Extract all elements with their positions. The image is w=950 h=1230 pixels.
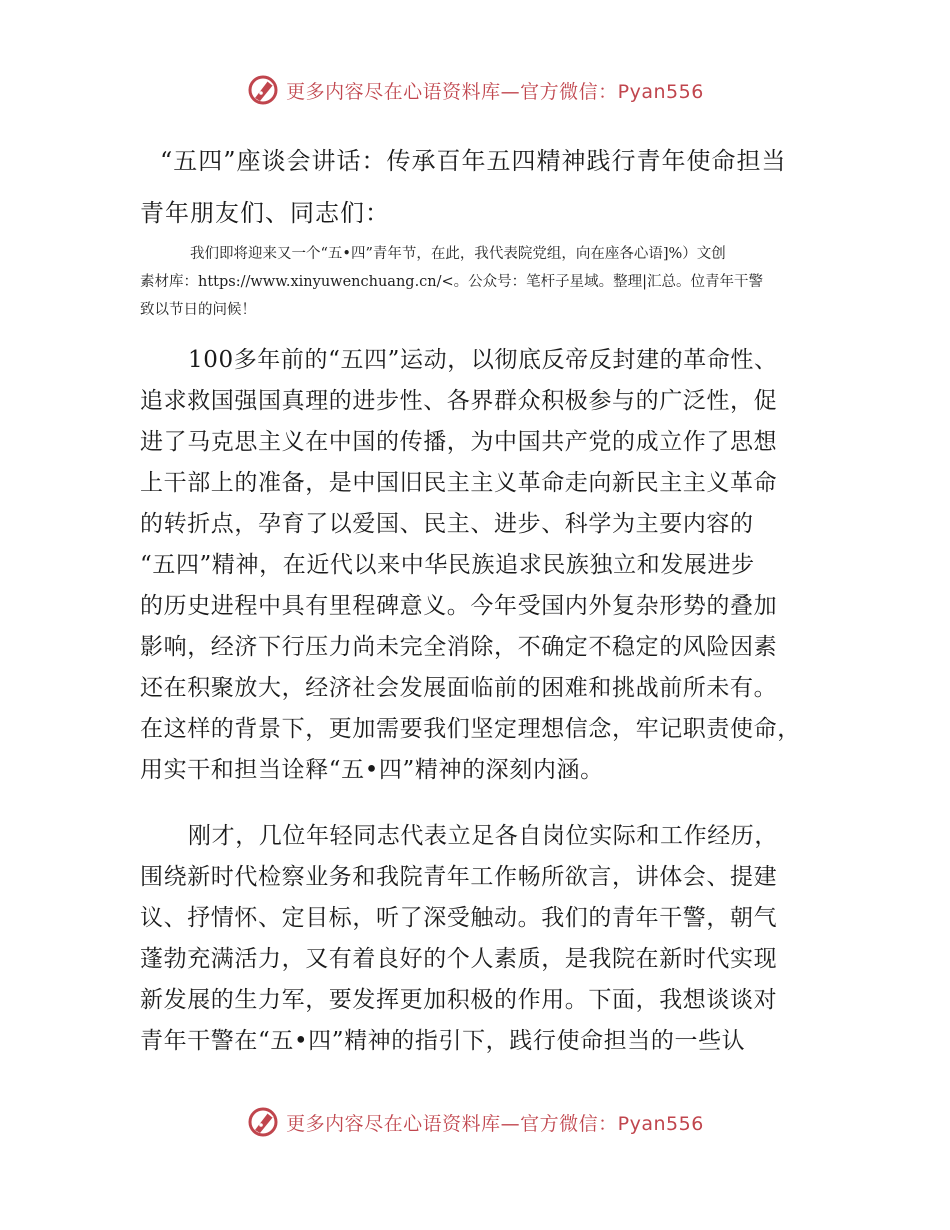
paragraph-line: 新发展的生力军，要发挥更加积极的作用。下面，我想谈谈对 [140, 987, 778, 1013]
paragraph-line: 100多年前的“五四”运动，以彻底反帝反封建的革命性、 [188, 347, 778, 373]
note-line: 致以节日的问候！ [140, 302, 256, 318]
paragraph-line: 影响，经济下行压力尚未完全消除，不确定不稳定的风险因素 [140, 634, 778, 660]
pen-nib-logo-icon [246, 73, 280, 107]
header-banner [0, 68, 950, 112]
note-line: 素材库：https://www.xinyuwenchuang.cn/<。公众号：笔杆子星域。整理|汇总。位青年干警 [140, 274, 764, 290]
pen-nib-logo-icon [246, 1105, 280, 1139]
paragraph-line: “五四”精神，在近代以来中华民族追求民族独立和发展进步 [140, 552, 755, 578]
paragraph-line: 进了马克思主义在中国的传播，为中国共产党的成立作了思想 [140, 429, 778, 455]
note-paragraph [140, 240, 812, 324]
paragraph-line: 追求救国强国真理的进步性、各界群众积极参与的广泛性，促 [140, 388, 778, 414]
body-paragraph-2 [140, 816, 820, 1062]
paragraph-line: 上干部上的准备，是中国旧民主主义革命走向新民主主义革命 [140, 470, 778, 496]
salutation: 青年朋友们、同志们： [140, 199, 390, 227]
paragraph-line: 刚才，几位年轻同志代表立足各自岗位实际和工作经历， [188, 823, 778, 849]
body-paragraph-1 [140, 340, 820, 791]
paragraph-line: 青年干警在“五•四”精神的指引下，践行使命担当的一些认 [140, 1028, 746, 1054]
note-line: 我们即将迎来又一个“五•四”青年节，在此，我代表院党组，向在座各心语]%）文创 [190, 246, 726, 262]
banner-text: 更多内容尽在心语资料库—官方微信：Pyan556 [286, 80, 704, 103]
paragraph-line: 的转折点，孕育了以爱国、民主、进步、科学为主要内容的 [140, 511, 754, 537]
paragraph-line: 的历史进程中具有里程碑意义。今年受国内外复杂形势的叠加 [140, 593, 778, 619]
banner-content [246, 1105, 704, 1139]
paragraph-line: 议、抒情怀、定目标，听了深受触动。我们的青年干警，朝气 [140, 905, 778, 931]
banner-text: 更多内容尽在心语资料库—官方微信：Pyan556 [286, 1112, 704, 1135]
paragraph-line: 用实干和担当诠释“五•四”精神的深刻内涵。 [140, 757, 604, 783]
document-title: “五四”座谈会讲话：传承百年五四精神践行青年使命担当 [160, 147, 787, 175]
paragraph-line: 还在积聚放大，经济社会发展面临前的困难和挑战前所未有。 [140, 675, 778, 701]
paragraph-line: 蓬勃充满活力，又有着良好的个人素质，是我院在新时代实现 [140, 946, 778, 972]
paragraph-line: 在这样的背景下，更加需要我们坚定理想信念，牢记职责使命， [140, 716, 801, 742]
paragraph-line: 围绕新时代检察业务和我院青年工作畅所欲言，讲体会、提建 [140, 864, 778, 890]
footer-banner [0, 1100, 950, 1144]
banner-content [246, 73, 704, 107]
